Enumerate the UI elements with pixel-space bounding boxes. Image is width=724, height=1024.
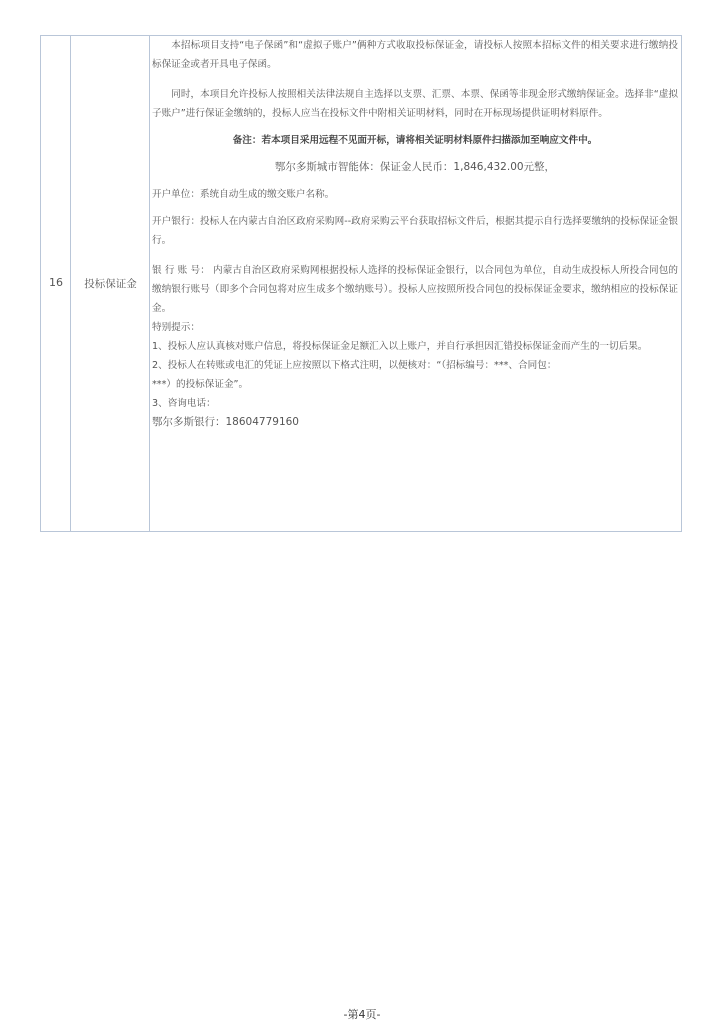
remark-note: 备注：若本项目采用远程不见面开标，请将相关证明材料原件扫描添加至响应文件中。	[232, 135, 598, 146]
page-number: -第4页-	[343, 1008, 381, 1021]
deposit-content	[152, 36, 678, 432]
tip-verify-account: 1、投标人应认真核对账户信息，将投标保证金足额汇入以上账户，并自行承担因汇错投标保证金而产生的一切后果。	[152, 341, 648, 352]
tip-transfer-note: 2、投标人在转账或电汇的凭证上应按照以下格式注明，以便核对：“（招标编号：***、合同包：	[152, 360, 557, 371]
deposit-table	[40, 35, 682, 532]
tip-transfer-note-cont: ***）的投标保证金”。	[152, 379, 249, 390]
tip-phone-title: 3、咨询电话：	[152, 398, 216, 409]
row-number: 16	[49, 276, 63, 289]
row-item-label: 投标保证金	[84, 278, 137, 290]
account-name: 开户单位：系统自动生成的缴交账户名称。	[152, 189, 335, 200]
account-number-info: 银 行 账 号： 内蒙古自治区政府采购网根据投标人选择的投标保证金银行，以合同包为单位，自动生成投标人所投合同包的缴纳银行账号（即多个合同包将对应生成多个缴纳账号）。投标人应按照所投合同包的投标保证金要求，缴纳相应的投标保证金。	[152, 265, 678, 314]
bank-info: 开户银行：投标人在内蒙古自治区政府采购网--政府采购云平台获取招标文件后，根据其提示自行选择要缴纳的投标保证金银行。	[152, 216, 678, 246]
consult-phone: 鄂尔多斯银行：18604779160	[152, 416, 299, 428]
paragraph-payment-methods: 本招标项目支持“电子保函”和“虚拟子账户”俩种方式收取投标保证金，请投标人按照本招标文件的相关要求进行缴纳投标保证金或者开具电子保函。	[152, 40, 678, 70]
paragraph-non-cash-options: 同时，本项目允许投标人按照相关法律法规自主选择以支票、汇票、本票、保函等非现金形式缴纳保证金。选择非“虚拟子账户”进行保证金缴纳的，投标人应当在投标文件中附相关证明材料，同时在开标现场提供证明材料原件。	[152, 89, 678, 119]
tips-title: 特别提示：	[152, 322, 200, 333]
deposit-amount: 鄂尔多斯城市智能体：保证金人民币：1,846,432.00元整，	[274, 161, 556, 173]
